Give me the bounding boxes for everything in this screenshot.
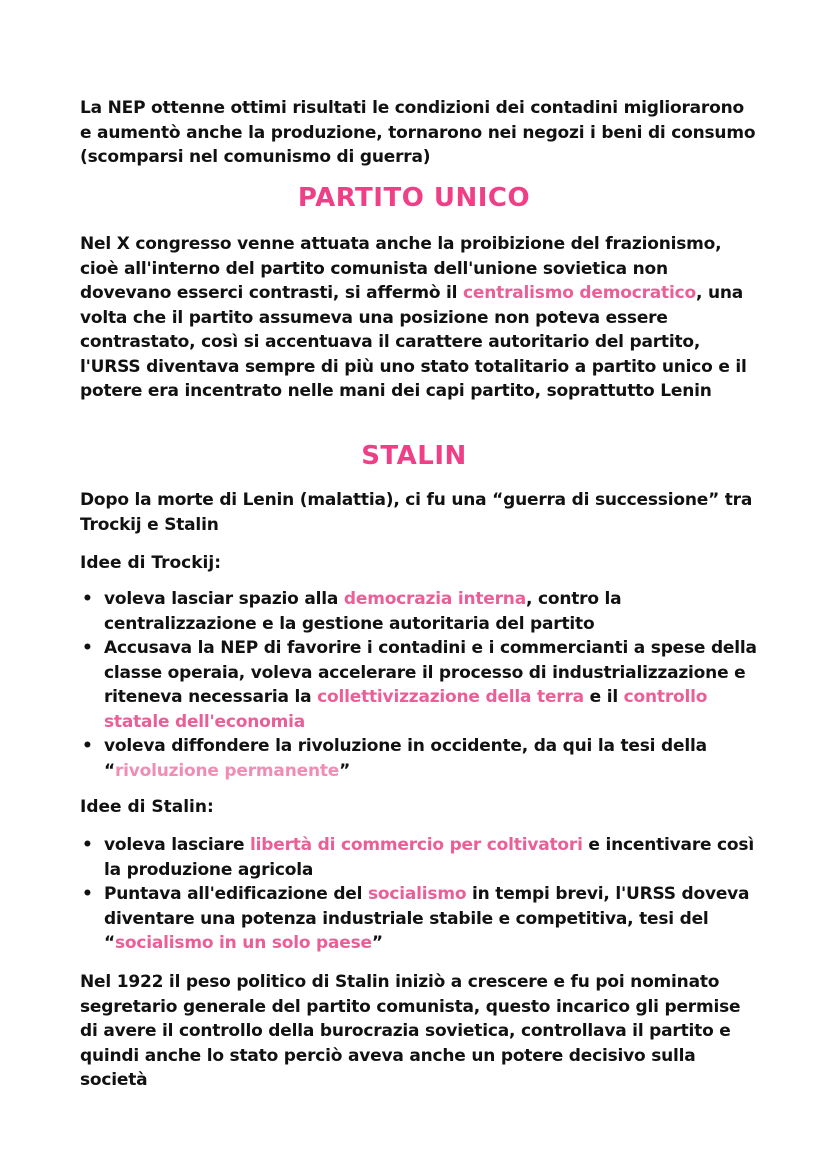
highlight-controllo-statale: controllo statale dell'economia bbox=[104, 687, 708, 732]
closing-text: Nel 1922 il peso politico di Stalin iniziò a crescere e fu poi nominato segretario generale del partito comunista, questo incarico gli permise di avere il controllo della burocrazia sovietica, controllava il partito e quindi anche lo stato perciò aveva anche un potere decisivo sulla società bbox=[80, 972, 741, 1090]
list-item: • Puntava all'edificazione del socialismo in tempi brevi, l'URSS doveva diventare una potenza industriale stabile e competitiva, tesi del “socialismo in un solo paese” bbox=[80, 882, 760, 956]
highlight-socialismo-un-solo-paese: socialismo in un solo paese bbox=[114, 933, 372, 953]
partito-unico-text-2: , una volta che il partito assumeva una posizione non poteva essere contrastato, così si accentuava il carattere autoritario del partito, l'URSS diventava sempre di più uno stato totalitario a partito unico e il potere era incentrato nelle mani dei capi partito, soprattutto Lenin bbox=[80, 283, 747, 401]
highlight-socialismo: socialismo bbox=[367, 884, 467, 904]
list-item: • voleva lasciar spazio alla democrazia interna, contro la centralizzazione e la gestione autoritaria del partito bbox=[80, 587, 760, 636]
stalin-list bbox=[80, 833, 760, 956]
highlight-liberta-commercio: libertà di commercio per coltivatori bbox=[250, 835, 583, 855]
trockij-label: Idee di Trockij: bbox=[80, 553, 222, 573]
succession-text: Dopo la morte di Lenin (malattia), ci fu una “guerra di successione” tra Trockij e Stalin bbox=[80, 490, 753, 535]
partito-unico-heading: PARTITO UNICO bbox=[297, 183, 531, 213]
stalin-label: Idee di Stalin: bbox=[80, 797, 214, 817]
stalin-heading: STALIN bbox=[361, 441, 467, 471]
list-item: • voleva lasciare libertà di commercio per coltivatori e incentivare così la produzione agricola bbox=[80, 833, 760, 882]
list-item: • voleva diffondere la rivoluzione in occidente, da qui la tesi della “rivoluzione permanente” bbox=[80, 734, 760, 783]
partito-unico-paragraph bbox=[80, 232, 760, 404]
closing-paragraph bbox=[80, 970, 760, 1093]
highlight-centralismo: centralismo democratico bbox=[463, 283, 696, 303]
list-item: • Accusava la NEP di favorire i contadini e i commercianti a spese della classe operaia, voleva accelerare il processo di industrializzazione e riteneva necessaria la collettivizzazione della terra e il controllo statale dell'economia bbox=[80, 636, 760, 734]
partito-unico-text-1: Nel X congresso venne attuata anche la proibizione del frazionismo, cioè all'interno del partito comunista dell'unione sovietica non dovevano esserci contrasti, si affermò il bbox=[80, 234, 722, 303]
trockij-list bbox=[80, 587, 760, 783]
highlight-democrazia: democrazia interna bbox=[343, 589, 526, 609]
intro-text: La NEP ottenne ottimi risultati le condizioni dei contadini migliorarono e aumentò anche la produzione, tornarono nei negozi i beni di consumo (scomparsi nel comunismo di guerra) bbox=[80, 98, 756, 167]
succession-paragraph bbox=[80, 488, 760, 537]
intro-paragraph bbox=[80, 96, 760, 170]
highlight-rivoluzione-permanente: rivoluzione permanente bbox=[114, 760, 340, 781]
highlight-collettivizzazione: collettivizzazione della terra bbox=[317, 687, 584, 707]
